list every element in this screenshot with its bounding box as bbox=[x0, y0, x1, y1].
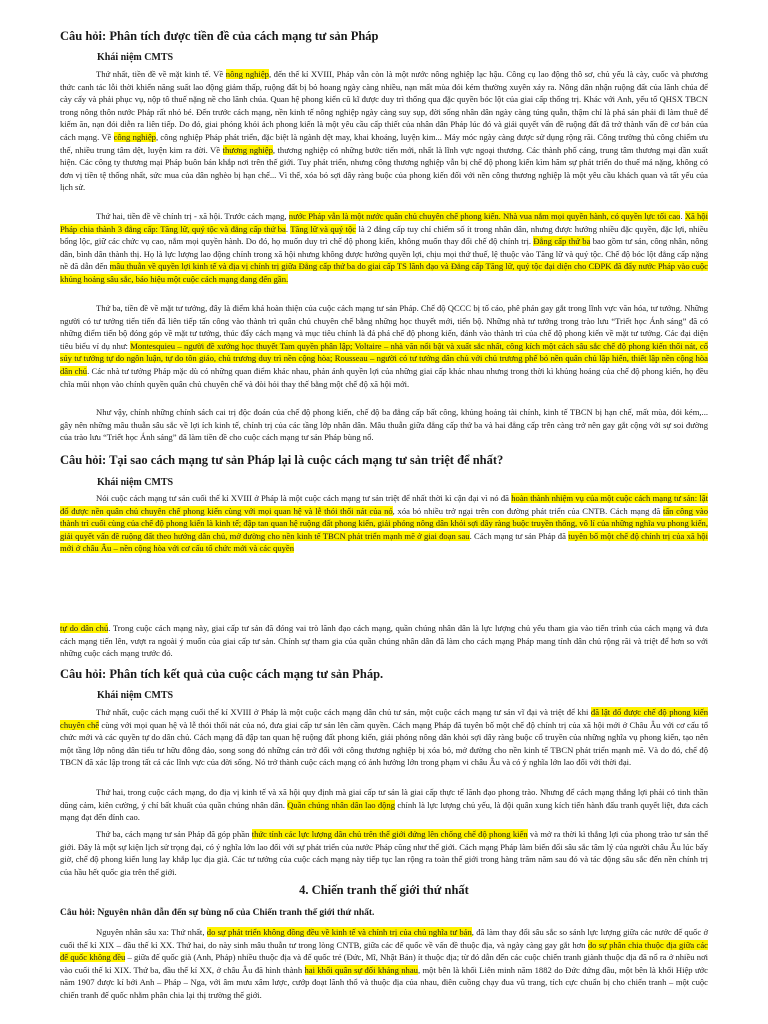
paragraph: Thứ ba, cách mạng tư sản Pháp đã góp phần thức tỉnh các lực lượng dân chủ trên thế giới đứng lên chống chế độ phong kiến và mở ra thời kì thắng lợi của phong trào tư sản thế giới. Đây là một sự kiện lịch sử trọng đại, có ý nghĩa lớn lao đối với sự phát triển của nước Pháp cũng như thế giới. Cách mạng Pháp làm biến đổi sâu sắc tâm lý của người châu Âu lúc bấy giờ, chế độ phong kiến lung lay khắp lục địa già. Các tư tưởng của cuộc cách mạng này tiếp tục lan rộng ra toàn thế giới trong hàng trăm năm sau đó và tác động sâu sắc đến nền chính trị của hầu hết quốc gia trên thế giới. bbox=[60, 829, 709, 877]
paragraph: tự do dân chủ. Trong cuộc cách mạng này, giai cấp tư sản đã đóng vai trò lãnh đạo cách mạng, quần chúng nhân dân là lực lượng chủ yếu tham gia vào tiến trình của cách mạng và đưa cách mạng tiến lên, vượt ra ngoài ý muốn của giai cấp tư sản. Chính sự tham gia của quần chúng nhân dân đã làm cho cách mạng Pháp mang tính dân chủ rộng rãi và triệt để hơn so với những cuộc cách mạng trước đó. bbox=[60, 623, 708, 659]
question-title: Câu hỏi: Nguyên nhân dẫn đến sự bùng nổ của Chiến tranh thế giới thứ nhất. bbox=[60, 908, 375, 918]
highlighted-text: nước Pháp vẫn là một nước quân chủ chuyên chế phong kiến. Nhà vua nắm mọi quyền hành, có quyền lực tối cao bbox=[288, 211, 681, 221]
paragraph: Thứ ba, tiền đề về mặt tư tưởng, đây là điểm khá hoàn thiện của cuộc cách mạng tư sản Pháp. Chế độ QCCC bị tố cáo, phê phán gay gắt trong lĩnh vực văn hóa, tư tưởng. Những người có tư tưởng tiến tiến đã liên tiếp tấn công vào thành trì quân chủ chuyên chế bằng những học thuyết mới, tiến bộ. Những nhà tư tưởng trong trào lưu “Triết học Ánh sáng” đã có những điểm tiến bộ đóng góp về mặt tư tưởng, thúc đẩy cách mạng và mục tiêu chính là đả phá chế độ phong kiến, đánh vào thành trì của chế độ phong kiến về mặt tư tưởng. Các đại diện tiêu biểu ví dụ như: Montesquieu – người đề xướng học thuyết Tam quyền phân lập; Voltaire – nhà văn nổi bật và xuất sắc nhất, công kích một cách sâu sắc chế độ phong kiến thối nát, cổ súy tư tưởng tự do ngôn luận, tự do tôn giáo, chủ trương duy trì nền cộng hòa; Rousseau – người có tư tưởng dân chủ với chủ trương phế bỏ nền quân chủ lập hiến, thiết lập nền cộng hòa dân chủ. Các nhà tư tưởng Pháp mặc dù có những quan điểm khác nhau, phản ánh quyền lợi của những giai cấp khác nhau nhưng trong thời kì khủng hoảng của chế độ phong kiến, họ đều chĩa mũi nhọn vào chính quyền quân chủ chuyên chế và đòi hỏi thay thế bằng một chế độ xã hội mới. bbox=[60, 303, 708, 389]
paragraph: Thứ nhất, cuộc cách mạng cuối thế kỉ XVIII ở Pháp là một cuộc cách mạng dân chủ tư sản, một cuộc cách mạng tư sản vĩ đại và triệt để khi đã lật đổ được chế độ phong kiến chuyên chế cùng với mọi quan hệ và lễ thói thối nát của nó, đưa giai cấp tư sản lên cầm quyền. Cách mạng Pháp đã tuyên bố một chế độ chính trị của xã hội mới ở Châu Âu với cơ cấu tổ chức mới và các quyền tự do dân chủ. Cách mạng đã đập tan quan hệ ruộng đất phong kiến, giải phóng nông dân khỏi sợi dây ràng buộc cổ truyền của những nghĩa vụ phong kiến, tạo nên một tầng lớp nông dân tiểu tư hữu đông đảo, song song đó những cản trở đối với công thương nghiệp bị xóa bỏ, mở đường cho nền kinh tế TBCN phát triển mạnh mẽ. Và do đó, chế độ TBCN đã xác lập trong tất cả các lĩnh vực của đời sống. Nó trở thành cuộc cách mạng có ảnh hưởng lớn trong phạm vi châu Âu và có ý nghĩa lớn lao đối với thời đại. bbox=[60, 707, 709, 768]
highlighted-text: mâu thuẫn về quyền lợi kinh tế và địa vị chính trị giữa Đẳng cấp thứ ba do giai cấp TS lãnh đạo và Đẳng cấp Tăng lữ, quý tộc đại diện cho CĐPK đã đẩy nước Pháp vào cuộc khủng hoảng sâu sắc, báo hiệu một cuộc cách mạng đang đến gần. bbox=[60, 261, 709, 284]
paragraph: Thứ hai, trong cuộc cách mạng, do địa vị kinh tế và xã hội quy định mà giai cấp tư sản là giai cấp thực tế lãnh đạo phong trào. Nhưng để cách mạng thắng lợi phải có tinh thần dũng cảm, kiên cường, ý chí bất khuất của quần chúng nhân dân. Quần chúng nhân dân lao động chính là lực lượng chủ yếu, là đội quân xung kích tiến hành đấu tranh quyết liệt, đưa cách mạng đạt đến đỉnh cao. bbox=[60, 787, 708, 823]
highlighted-text: tự do dân chủ bbox=[60, 623, 109, 633]
highlighted-text: Tăng lữ và quý tộc bbox=[290, 223, 357, 234]
highlighted-text: do sự phát triển không đồng đều về kinh tế và chính trị của chủ nghĩa tư bản bbox=[206, 927, 472, 937]
highlighted-text: Montesquieu – người đề xướng học thuyết Tam quyền phân lập; Voltaire – nhà văn nổi bật và xuất sắc nhất, công kích một cách sâu sắc chế độ phong kiến thối nát, cổ súy tư tưởng tự do ngôn luận, tự do tôn giáo, chủ trương duy trì nền cộng hòa; Rousseau – người có tư tưởng dân chủ với chủ trương phế bỏ nền quân chủ lập hiến, thiết lập nền cộng hòa dân chủ bbox=[60, 340, 708, 376]
paragraph: Như vậy, chính những chính sách cai trị độc đoán của chế độ phong kiến, chế độ ba đẳng cấp bất công, khủng hoảng tài chính, kinh tế TBCN bị hạn chế, mất mùa, đói kém,... gây nên những mâu thuẫn sâu sắc về lợi ích kinh tế, chính trị của các tầng lớp nhân dân. Mâu thuẫn giữa đẳng cấp thứ ba và hai đẳng cấp trên càng trở nên gay gắt cộng với sự soi đường của trào lưu “Triết học Ánh sáng” đã làm tiền đề cho cuộc cách mạng tư sản Pháp bùng nổ. bbox=[60, 407, 708, 443]
subheading: Khái niệm CMTS bbox=[97, 477, 174, 488]
highlighted-text: đã lật đổ được chế độ phong kiến chuyên chế bbox=[60, 707, 708, 730]
highlighted-text: do sự phân chia thuộc địa giữa các đế quốc không đều bbox=[60, 939, 708, 963]
highlighted-text: hai khối quân sự đối kháng nhau bbox=[304, 964, 418, 975]
question-title: Câu hỏi: Phân tích được tiền đề của cách mạng tư sản Pháp bbox=[60, 29, 379, 43]
highlighted-text: hoàn thành nhiệm vụ của một cuộc cách mạng tư sản: lật đổ được nền quân chủ chuyên chế phong kiến cùng với mọi quan hệ và lễ thói thối nát của nó bbox=[60, 493, 708, 516]
highlighted-text: thức tỉnh các lực lượng dân chủ trên thế giới đứng lên chống chế độ phong kiến bbox=[251, 829, 528, 839]
paragraph: Thứ nhất, tiền đề về mặt kinh tế. Về nông nghiệp, đến thế kỉ XVIII, Pháp vẫn còn là một nước nông nghiệp lạc hậu. Công cụ lao động thô sơ, chủ yếu là cày, cuốc và phương thức canh tác lỗi thời khiến năng suất lao động giảm thấp, ruộng đất bị bỏ hoang ngày càng nhiều, nạn mất mùa đói kém thường xuyên xảy ra. Nông dân nhận ruộng đất của lãnh chúa để cày cấy và phải phục vụ, nộp tô thuế nặng nề cho lãnh chúa. Quan hệ phong kiến cũ kĩ được duy trì thống qua đặc quyền bóc lột của giai cấp thống trị. Khác với Anh, yếu tố QHSX TBCN trong nông thôn nước Pháp rất nhỏ bé. Đến trước cách mạng, nền kinh tế nông nghiệp ngày càng suy sụp, đời sống nhân dân ngày càng túng quẫn, thậm chí là phá sản phải đi làm thuê để kiếm ăn, nạn đói diễn ra liên tiếp. Do đó, giai phóng khỏi ách phong kiến là một yêu cầu cấp thiết của nhân dân Pháp lúc đó và giải quyết vấn đề ruộng đất đã trở thành vấn đề cơ bản của cách mạng. Về công nghiệp, công nghiệp Pháp phát triển, đặc biệt là ngành dệt may, khai khoáng, luyện kim... Máy móc ngày càng được sử dụng rộng rãi. Công trường thủ công chiếm ưu thế, nhiều trung tâm dệt, luyện kim ra đời. Về thương nghiệp, thương nghiệp có những bước tiến mới, nhất là lĩnh vực ngoại thương. Các thành phố cảng, trung tâm thương mại dần xuất hiện. Các công ty thương mại Pháp buôn bán khắp nơi trên thế giới. Tuy phát triển, nhưng công thương nghiệp vẫn bị chế độ phong kiến kìm hãm sự phát triển do thuế má nặng, không có đơn vị tiền tệ thống nhất, sức mua của dân nghèo bị hạn chế... Vì thế, xóa bỏ sợi dây ràng buộc của phong kiến đối với nền công thương nghiệp là một yêu cầu khách quan và tất yếu của lịch sử. bbox=[60, 69, 709, 193]
section-heading: 4. Chiến tranh thế giới thứ nhất bbox=[299, 883, 469, 897]
subheading: Khái niệm CMTS bbox=[97, 690, 174, 701]
paragraph: Nguyên nhân sâu xa: Thứ nhất, do sự phát triển không đồng đều về kinh tế và chính trị của chủ nghĩa tư bản, đã làm thay đổi sâu sắc so sánh lực lượng giữa các nước đế quốc ở cuối thế kỉ XIX – đầu thế kỉ XX. Thứ hai, do này sinh mâu thuẫn tư trong lòng CNTB, giữa các đế quốc về vấn đề thuộc địa, và ngày càng gay gắt hơn do sự phân chia thuộc địa giữa các đế quốc không đều – giữa đế quốc già (Anh, Pháp) nhiều thuộc địa và đế quốc trẻ (Đức, Mĩ, Nhật Bản) ít thuộc địa; từ đó dẫn đến các cuộc chiến tranh giành thuộc địa đã nổ ra ở nhiều nơi vào cuối thế kỉ XIX. Thứ ba, đầu thế kỉ XX, ở châu Âu đã hình thành hai khối quân sự đối kháng nhau, một bên là khối Liên minh năm 1882 do Đức đứng đầu, một bên là khối Hiệp ước năm 1907 được kí bởi Anh – Pháp – Nga, với âm mưu xâm lược, cướp đoạt lãnh thổ và thuộc địa của nhau, điên cuồng chạy đua vũ trang, tích cực chuẩn bị cho chiến tranh – một cuộc chiến tranh đế quốc nhằm phân chia lại thị trường thế giới. bbox=[60, 927, 708, 1000]
paragraph: Nói cuộc cách mạng tư sản cuối thế kỉ XVIII ở Pháp là một cuộc cách mạng tư sản triệt để nhất thời kì cận đại vì nó đã hoàn thành nhiệm vụ của một cuộc cách mạng tư sản: lật đổ được nền quân chủ chuyên chế phong kiến cùng với mọi quan hệ và lễ thói thối nát của nó, xóa bỏ nhiều trở ngại trên con đường phát triển của CNTB. Cách mạng đã tấn công vào thành trì cuối cùng của chế độ phong kiến là kinh tế; đập tan quan hệ ruộng đất phong kiến, giải phóng nông dân khỏi sợi dây ràng buộc truyền thống, vô lí của những nghĩa vụ phong kiến, giải quyết vấn đề ruộng đất theo hướng dân chủ, mở đường cho nền kinh tế TBCN phát triển mạnh mẽ ở giai đoạn sau. Cách mạng tư sản Pháp đã tuyên bố một chế độ chính trị của xã hội mới ở châu Âu – nền cộng hòa với cơ cấu tổ chức mới và các quyền bbox=[60, 493, 708, 554]
highlighted-text: thương nghiệp bbox=[222, 144, 273, 155]
highlighted-text: tuyên bố một chế độ chính trị của xã hội mới ở châu Âu – nền cộng hòa với cơ cấu tổ chức mới và các quyền bbox=[60, 530, 708, 554]
subheading: Khái niệm CMTS bbox=[97, 52, 174, 63]
highlighted-text: Quần chúng nhân dân lao động bbox=[287, 799, 396, 810]
highlighted-text: Đẳng cấp thứ ba bbox=[533, 236, 591, 247]
question-title: Câu hỏi: Phân tích kết quả của cuộc cách mạng tư sản Pháp. bbox=[60, 667, 384, 681]
highlighted-text: nông nghiệp bbox=[225, 69, 269, 79]
highlighted-text: công nghiệp bbox=[113, 131, 156, 142]
paragraph: Thứ hai, tiền đề về chính trị - xã hội. Trước cách mạng, nước Pháp vẫn là một nước quân chủ chuyên chế phong kiến. Nhà vua nắm mọi quyền hành, có quyền lực tối cao. Xã hội Pháp chia thành 3 đẳng cấp: Tăng lữ, quý tộc và đẳng cấp thứ ba. Tăng lữ và quý tộc là 2 đẳng cấp tuy chỉ chiếm số ít trong nhân dân, nhưng được hưởng nhiều đặc quyền, đặc lợi, nhiều bổng lộc, giữ các chức vụ cao, nắm mọi quyền hành. Do đó, họ muốn duy trì chế độ phong kiến, không muốn thay đổi chế độ chính trị. Đẳng cấp thứ ba bao gồm tư sản, công nhân, nông dân, bình dân thành thị. Họ là lực lượng lao động chính trong xã hội nhưng không được hưởng quyền lợi, chịu mọi thứ thuế, lệ thuộc vào Tăng lữ và quý tộc. Chế độ bóc lột đẳng cấp nặng nề đã dẫn đến mâu thuẫn về quyền lợi kinh tế và địa vị chính trị giữa Đẳng cấp thứ ba do giai cấp TS lãnh đạo và Đẳng cấp Tăng lữ, quý tộc đại diện cho CĐPK đã đẩy nước Pháp vào cuộc khủng hoảng sâu sắc, báo hiệu một cuộc cách mạng đang đến gần. bbox=[60, 211, 709, 284]
highlighted-text: tấn công vào thành trì cuối cùng của chế độ phong kiến là kinh tế; đập tan quan hệ ruộng đất phong kiến, giải phóng nông dân khỏi sợi dây ràng buộc truyền thống, vô lí của những nghĩa vụ phong kiến, giải quyết vấn đề ruộng đất theo hướng dân chủ, mở đường cho nền kinh tế TBCN phát triển mạnh mẽ ở giai đoạn sau bbox=[60, 505, 708, 541]
highlighted-text: Xã hội Pháp chia thành 3 đẳng cấp: Tăng lữ, quý tộc và đẳng cấp thứ ba bbox=[60, 211, 708, 234]
question-title: Câu hỏi: Tại sao cách mạng tư sản Pháp lại là cuộc cách mạng tư sản triệt để nhất? bbox=[60, 453, 504, 467]
